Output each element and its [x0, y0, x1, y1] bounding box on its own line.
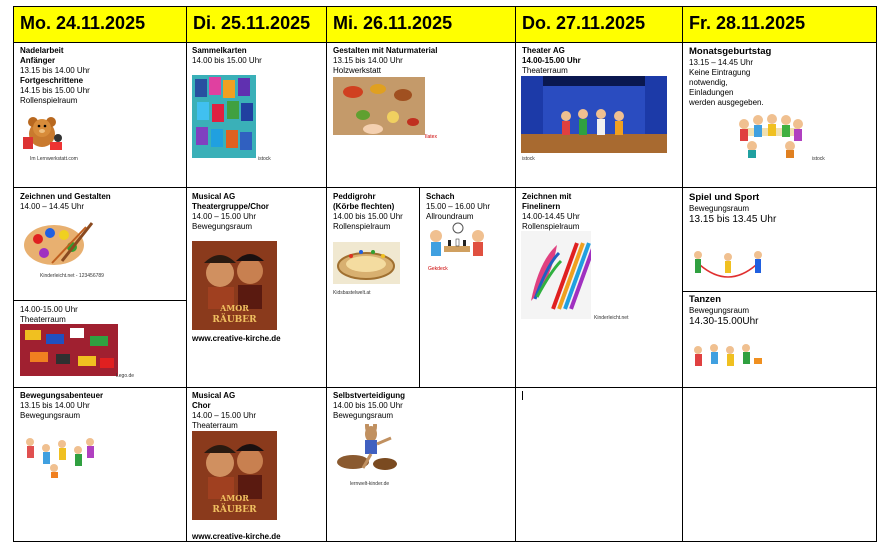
activity-room: Rollenspielraum — [522, 222, 580, 231]
mo-zeichnen-cell — [20, 192, 180, 212]
activity-subtitle: Theatergruppe/Chor — [192, 202, 269, 211]
activity-time: 14.00-15.00 Uhr — [20, 305, 78, 314]
activity-time: 14.30-15.00Uhr — [689, 316, 759, 327]
activity-time: 14.00 – 14.45 Uhr — [20, 202, 85, 211]
activity-time: 13.15 bis 14.00 Uhr — [20, 401, 90, 410]
mo-bewegungsabenteuer-cell — [20, 391, 180, 421]
activity-room: Theaterraum — [522, 66, 568, 75]
natural-craft-image — [333, 77, 425, 135]
activity-subtitle: Finelinern — [522, 202, 561, 211]
activity-title: Gestalten mit Naturmaterial — [333, 46, 438, 55]
activity-title: Spiel und Sport — [689, 192, 760, 203]
fineliner-feather-image — [521, 231, 591, 319]
creative-kirche-link[interactable]: www.creative-kirche.de — [192, 532, 281, 541]
creative-kirche-link[interactable]: www.creative-kirche.de — [192, 334, 281, 343]
text-cursor — [522, 391, 523, 400]
mo-nadelarbeit-cell — [20, 46, 180, 106]
header-thursday: Do. 27.11.2025 — [516, 7, 682, 42]
header-monday: Mo. 24.11.2025 — [14, 7, 186, 42]
activity-title: Zeichnen und Gestalten — [20, 192, 111, 201]
activity-room: Bewegungsraum — [192, 222, 253, 231]
activity-time: 14.00-15.00 Uhr — [522, 56, 581, 65]
jump-rope-kids-image — [690, 245, 766, 285]
grid-row-1 — [13, 187, 876, 188]
grid-col-2 — [326, 6, 327, 542]
image-credit: Kinderleicht.net — [594, 315, 629, 321]
activity-title: Theater AG — [522, 46, 565, 55]
do-theater-cell — [522, 46, 677, 76]
activity-time: 15.00 – 16.00 Uhr — [426, 202, 491, 211]
mi-selbstverteidigung-cell — [333, 391, 513, 421]
activity-time: 14.15 bis 15.00 Uhr — [20, 86, 90, 95]
activity-note: Keine Eintragung notwendig, Einladungen werden ausgegeben. — [689, 68, 764, 107]
mi-schach-cell — [426, 192, 512, 222]
active-kids-image — [22, 434, 98, 478]
paint-palette-image — [22, 217, 94, 269]
activity-title: Schach — [426, 192, 455, 201]
lego-bricks-image — [20, 324, 118, 376]
activity-room: Theaterraum — [192, 421, 238, 430]
activity-time: 14.00 – 15.00 Uhr — [192, 212, 257, 221]
activity-room: Holzwerkstatt — [333, 66, 382, 75]
activity-room: Bewegungsraum — [20, 411, 81, 420]
activity-time: 13.15 bis 14.00 Uhr — [333, 56, 403, 65]
activity-title: Monatsgeburtstag — [689, 46, 772, 57]
activity-room: Allroundraum — [426, 212, 474, 221]
activity-subtitle: Anfänger — [20, 56, 56, 65]
activity-title: Zeichnen mit — [522, 192, 572, 201]
activity-title: Nadelarbeit — [20, 46, 64, 55]
activity-time: 14.00 – 15.00 Uhr — [192, 411, 257, 420]
activity-time: 14.00-14.45 Uhr — [522, 212, 580, 221]
image-credit: Lego.de — [116, 373, 135, 379]
fr-spiel-sport-cell — [689, 192, 874, 226]
activity-room: Rollenspielraum — [333, 222, 391, 231]
mo-lego-cell — [20, 305, 180, 325]
grid-mo-split — [13, 300, 186, 301]
activity-time: 14.00 bis 15.00 Uhr — [333, 401, 403, 410]
poster-title-bottom: RÄUBER — [212, 505, 257, 515]
teddy-sewing-image — [20, 112, 65, 154]
grid-col-4 — [682, 6, 683, 542]
activity-room: Bewegungsraum — [689, 306, 750, 315]
activity-time: 13.15 bis 14.00 Uhr — [20, 66, 90, 75]
di-musical-theatergruppe-cell — [192, 192, 322, 232]
musical-poster-image — [192, 241, 277, 330]
grid-mi-split — [419, 187, 420, 387]
image-credit: Kinderleicht.net - 123456789 — [40, 273, 104, 279]
activity-time: 13.15 bis 13.45 Uhr — [689, 214, 777, 225]
fr-geburtstag-cell — [689, 46, 874, 108]
activity-title: Sammelkarten — [192, 46, 247, 55]
activity-time: 14.00 bis 15.00 Uhr — [333, 212, 403, 221]
self-defense-image — [333, 424, 405, 476]
grid-row-2 — [13, 387, 876, 388]
activity-subtitle: Fortgeschrittene — [20, 76, 84, 85]
birthday-party-image — [732, 110, 810, 158]
grid-col-3 — [515, 6, 516, 542]
image-credit: Im Lernwerkstatt.com — [30, 156, 78, 162]
activity-room: Bewegungsraum — [689, 204, 750, 213]
activity-subtitle: Chor — [192, 401, 211, 410]
activity-room: Theaterraum — [20, 315, 66, 324]
header-friday: Fr. 28.11.2025 — [683, 7, 876, 42]
header-wednesday: Mi. 26.11.2025 — [327, 7, 515, 42]
activity-title: Tanzen — [689, 294, 722, 305]
trading-cards-image — [192, 75, 256, 158]
activity-title: Peddigrohr — [333, 192, 376, 201]
image-credit: istock — [522, 156, 535, 162]
musical-poster-image — [192, 431, 277, 520]
grid-right — [876, 6, 877, 542]
image-credit: Kidsbastelwelt.at — [333, 290, 371, 296]
grid-bottom — [13, 541, 876, 542]
grid-row-header — [13, 42, 876, 43]
image-credit: istock — [812, 156, 825, 162]
mi-peddigrohr-cell — [333, 192, 417, 232]
activity-room: Bewegungsraum — [333, 411, 394, 420]
basket-weaving-image — [333, 242, 400, 284]
activity-time: 14.00 bis 15.00 Uhr — [192, 56, 262, 65]
fr-tanzen-cell — [689, 294, 874, 328]
di-sammelkarten-cell — [192, 46, 322, 66]
di-musical-chor-cell — [192, 391, 322, 431]
poster-title-top: AMOR — [220, 493, 249, 503]
chess-kids-image — [426, 222, 488, 264]
image-credit: lernwelt-kinder.de — [350, 481, 390, 487]
activity-room: Rollenspielraum — [20, 96, 78, 105]
image-credit: Ilatex — [425, 134, 437, 140]
dancing-kids-image — [688, 340, 762, 380]
mi-naturmaterial-cell — [333, 46, 513, 76]
do-fineliner-cell — [522, 192, 677, 232]
image-credit: istock — [258, 156, 271, 162]
activity-title: Musical AG — [192, 192, 236, 201]
grid-left — [13, 6, 14, 542]
grid-col-1 — [186, 6, 187, 542]
activity-title: Bewegungsabenteuer — [20, 391, 104, 400]
header-tuesday: Di. 25.11.2025 — [187, 7, 326, 42]
activity-title: Selbstverteidigung — [333, 391, 406, 400]
theater-stage-image — [521, 76, 667, 153]
activity-title: Musical AG — [192, 391, 236, 400]
poster-title-top: AMOR — [220, 303, 249, 313]
grid-fr-split — [682, 291, 876, 292]
image-credit: Gekdeck — [428, 266, 448, 272]
poster-title-bottom: RÄUBER — [212, 315, 257, 325]
activity-subtitle: (Körbe flechten) — [333, 202, 395, 211]
activity-time: 13.15 – 14.45 Uhr — [689, 58, 754, 67]
